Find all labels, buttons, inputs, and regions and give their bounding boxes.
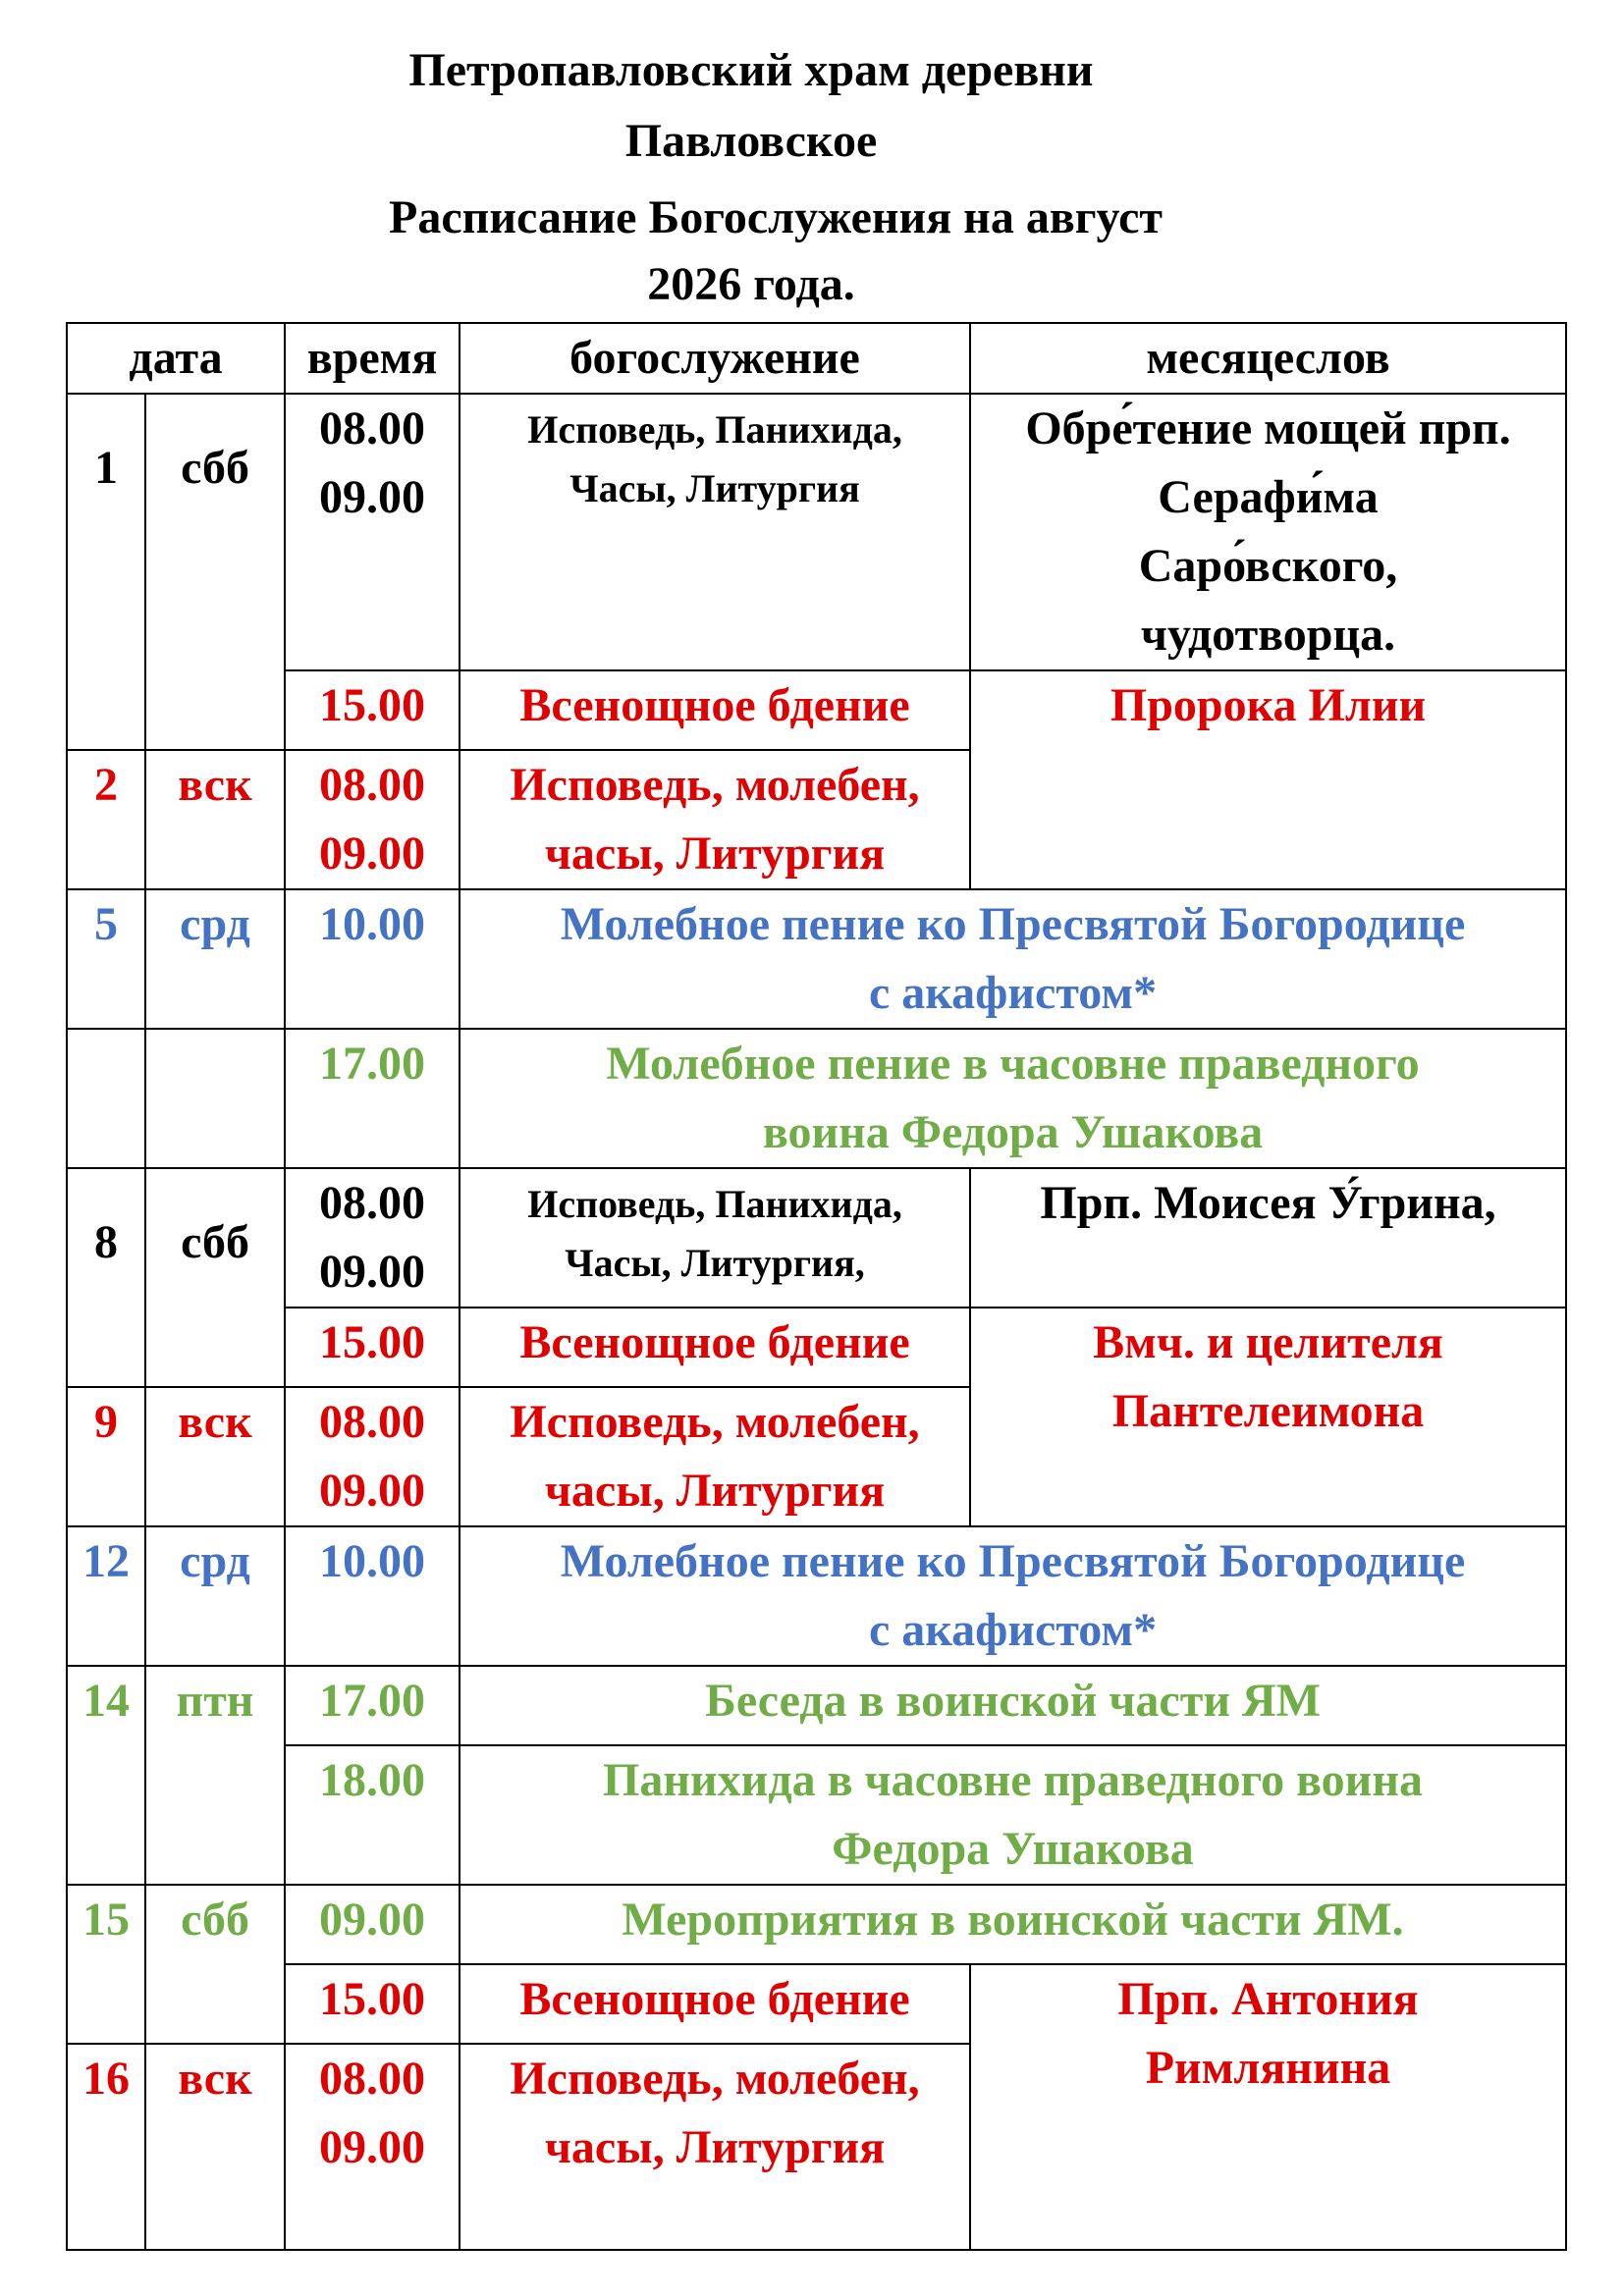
service-text: Исповедь, молебен, xyxy=(510,759,920,811)
service-cell: Беседа в воинской части ЯМ xyxy=(460,1666,1566,1745)
time-cell: 15.00 xyxy=(285,1964,460,2044)
calendar-text: чудотворца. xyxy=(1140,609,1396,661)
service-cell: Всенощное бдение xyxy=(460,670,970,750)
time-cell: 17.00 xyxy=(285,1029,460,1168)
service-cell xyxy=(460,394,970,670)
service-text: Панихида в часовне праведного воина xyxy=(603,1754,1423,1806)
title-line-1: Петропавловский храм деревни xyxy=(408,44,1094,96)
time-value: 08.00 xyxy=(319,759,426,811)
date-number: 15 xyxy=(67,1885,145,2044)
time-value: 09.00 xyxy=(319,2121,426,2173)
schedule-table xyxy=(66,322,1567,2251)
calendar-cell: Прп. Моисея У́грина, xyxy=(970,1168,1566,1308)
service-cell xyxy=(460,1745,1566,1885)
col-header-service: богослужение xyxy=(460,323,970,394)
date-number: 14 xyxy=(67,1666,145,1885)
time-value: 08.00 xyxy=(319,402,426,454)
calendar-cell xyxy=(970,394,1566,670)
weekday: сбб xyxy=(145,1885,285,2044)
table-row xyxy=(67,1526,1566,1666)
date-number: 2 xyxy=(67,750,145,889)
service-text: часы, Литургия xyxy=(544,2121,886,2173)
calendar-text: Вмч. и целителя xyxy=(1093,1316,1443,1368)
time-cell xyxy=(285,2044,460,2250)
table-row xyxy=(67,1168,1566,1308)
time-value: 09.00 xyxy=(319,471,426,523)
weekday: вск xyxy=(145,2044,285,2250)
title-line-3: Расписание Богослужения на август xyxy=(389,191,1163,243)
service-cell: Всенощное бдение xyxy=(460,1308,970,1387)
service-text: часы, Литургия xyxy=(544,1465,886,1517)
weekday: сбб xyxy=(145,394,285,750)
date-number: 8 xyxy=(67,1168,145,1387)
calendar-text: Прп. Антония xyxy=(1117,1973,1419,2025)
time-value: 09.00 xyxy=(319,1465,426,1517)
table-row xyxy=(67,1666,1566,1745)
service-cell xyxy=(460,1526,1566,1666)
service-text: Молебное пение в часовне праведного xyxy=(606,1038,1420,1090)
service-text: воина Федора Ушакова xyxy=(762,1106,1264,1158)
time-cell: 15.00 xyxy=(285,670,460,750)
service-text: Исповедь, Панихида, xyxy=(527,1182,902,1226)
service-cell xyxy=(460,889,1566,1029)
time-cell xyxy=(285,1387,460,1526)
time-value: 08.00 xyxy=(319,1396,426,1448)
date-number: 9 xyxy=(67,1387,145,1526)
time-value: 09.00 xyxy=(319,1246,426,1298)
time-cell xyxy=(285,750,460,889)
service-cell xyxy=(460,750,970,889)
service-text: Федора Ушакова xyxy=(832,1823,1194,1875)
calendar-text: Саро́вского, xyxy=(1138,540,1398,592)
date-number: 16 xyxy=(67,2044,145,2250)
time-cell: 10.00 xyxy=(285,889,460,1029)
calendar-text: Серафи́ма xyxy=(1158,471,1379,523)
weekday: вск xyxy=(145,750,285,889)
calendar-text: Пантелеимона xyxy=(1111,1385,1425,1437)
time-value: 08.00 xyxy=(319,1177,426,1229)
weekday: срд xyxy=(145,889,285,1029)
time-cell xyxy=(285,1168,460,1308)
col-header-calendar: месяцеслов xyxy=(970,323,1566,394)
calendar-text: Обре́тение мощей прп. xyxy=(1025,402,1511,454)
time-value: 09.00 xyxy=(319,828,426,880)
date-number: 12 xyxy=(67,1526,145,1666)
empty-cell xyxy=(67,1029,145,1168)
weekday: вск xyxy=(145,1387,285,1526)
table-row xyxy=(67,394,1566,670)
table-row xyxy=(67,670,1566,750)
calendar-cell: Пророка Илии xyxy=(970,670,1566,889)
service-cell xyxy=(460,1168,970,1308)
service-text: Часы, Литургия xyxy=(569,466,860,510)
date-number: 5 xyxy=(67,889,145,1029)
title-line-4: 2026 года. xyxy=(647,258,855,310)
time-cell: 15.00 xyxy=(285,1308,460,1387)
table-row xyxy=(67,1964,1566,2044)
col-header-date: дата xyxy=(67,323,285,394)
col-header-time: время xyxy=(285,323,460,394)
time-cell: 17.00 xyxy=(285,1666,460,1745)
service-text: с акафистом* xyxy=(868,967,1158,1019)
service-text: Молебное пение ко Пресвятой Богородице xyxy=(560,898,1466,950)
table-row xyxy=(67,889,1566,1029)
weekday: срд xyxy=(145,1526,285,1666)
table-row xyxy=(67,1029,1566,1168)
time-cell: 10.00 xyxy=(285,1526,460,1666)
table-row xyxy=(67,1745,1566,1885)
service-text: Исповедь, молебен, xyxy=(510,2053,920,2105)
service-cell xyxy=(460,2044,970,2250)
service-text: Часы, Литургия, xyxy=(565,1241,865,1285)
time-cell: 09.00 xyxy=(285,1885,460,1964)
service-cell xyxy=(460,1029,1566,1168)
table-header-row xyxy=(67,323,1566,394)
service-cell xyxy=(460,1387,970,1526)
time-value: 08.00 xyxy=(319,2053,426,2105)
table-row xyxy=(67,1885,1566,1964)
calendar-cell xyxy=(970,1964,1566,2250)
calendar-cell xyxy=(970,1308,1566,1526)
weekday: сбб xyxy=(145,1168,285,1387)
service-cell: Мероприятия в воинской части ЯМ. xyxy=(460,1885,1566,1964)
service-text: Молебное пение ко Пресвятой Богородице xyxy=(560,1535,1466,1587)
time-cell xyxy=(285,394,460,670)
date-number: 1 xyxy=(67,394,145,750)
calendar-text: Римлянина xyxy=(1145,2042,1391,2094)
weekday: птн xyxy=(145,1666,285,1885)
time-cell: 18.00 xyxy=(285,1745,460,1885)
table-row xyxy=(67,1308,1566,1387)
service-text: часы, Литургия xyxy=(544,828,886,880)
service-text: с акафистом* xyxy=(868,1604,1158,1656)
service-text: Исповедь, Панихида, xyxy=(527,407,902,452)
empty-cell xyxy=(145,1029,285,1168)
service-cell: Всенощное бдение xyxy=(460,1964,970,2044)
title-line-2: Павловское xyxy=(624,115,878,167)
service-text: Исповедь, молебен, xyxy=(510,1396,920,1448)
